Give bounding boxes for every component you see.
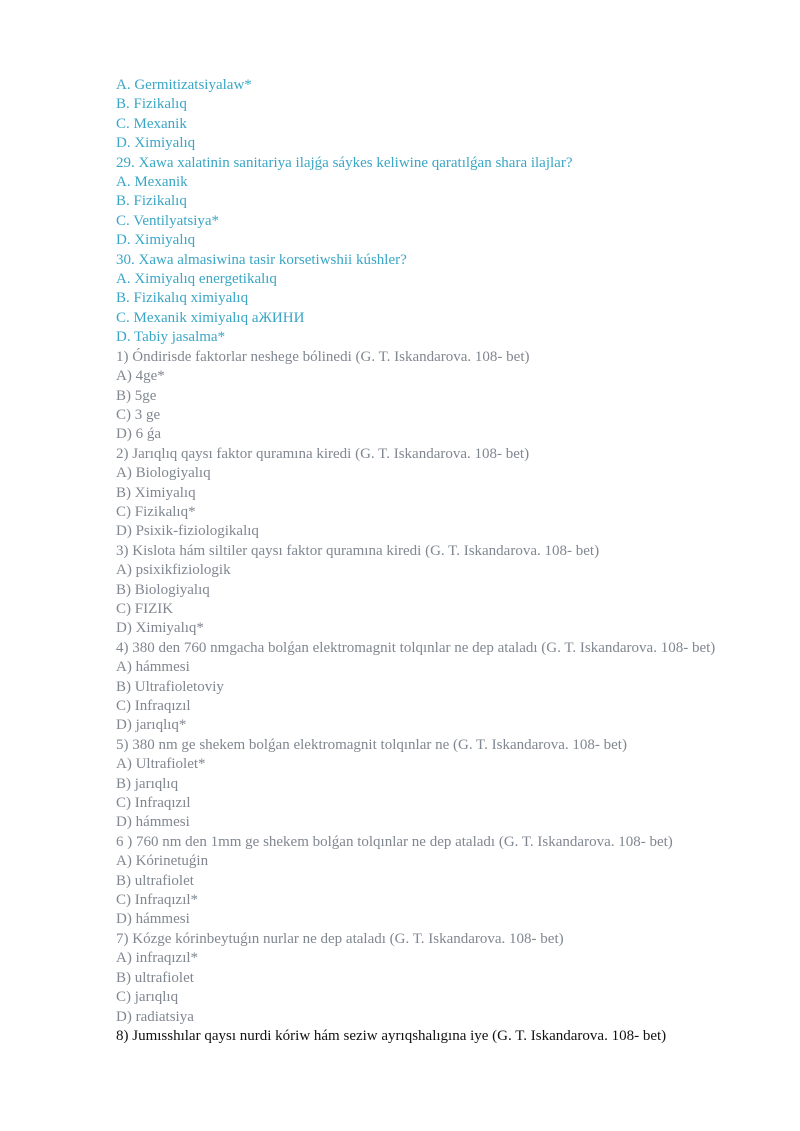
text-line: B) ultrafiolet bbox=[116, 969, 194, 986]
text-line: D. Tabiy jasalma* bbox=[116, 329, 226, 346]
text-line: A) psixikfiziologik bbox=[116, 562, 231, 579]
text-line: 3) Kislota hám siltiler qaysı faktor quramına kiredi (G. T. Iskandarova. 108- bet) bbox=[116, 542, 600, 559]
text-line: D) 6 ǵa bbox=[116, 426, 161, 443]
text-line: C) Infraqızıl* bbox=[116, 892, 199, 909]
text-line: A) hámmesi bbox=[116, 659, 190, 676]
text-line: C. Ventilyatsiya* bbox=[116, 212, 220, 229]
text-line: B. Fizikalıq bbox=[116, 193, 187, 210]
text-line: C) Infraqızıl bbox=[116, 698, 191, 714]
text-line: B. Fizikalıq bbox=[116, 96, 187, 113]
text-line: A) Ultrafiolet* bbox=[116, 756, 206, 773]
text-line: A. Mexanik bbox=[116, 174, 188, 191]
text-line: 30. Xawa almasiwina tasir korsetiwshii kúshler? bbox=[116, 251, 407, 268]
text-line: D) hámmesi bbox=[116, 814, 190, 831]
text-line: B) Biologiyalıq bbox=[116, 581, 210, 598]
text-line: 6 ) 760 nm den 1mm ge shekem bolǵan tolqınlar ne dep ataladı (G. T. Iskandarova. 108- bet) bbox=[116, 833, 673, 850]
text-line: B) ultrafiolet bbox=[116, 872, 194, 889]
text-line: B) Ximiyalıq bbox=[116, 484, 196, 501]
text-line: A) Kórinetuǵin bbox=[116, 853, 209, 870]
text-line: A) 4ge* bbox=[116, 368, 165, 385]
text-line: D) jarıqlıq* bbox=[116, 717, 187, 734]
text-line: 29. Xawa xalatinin sanitariya ilajǵa sáykes keliwine qaratılǵan shara ilajlar? bbox=[116, 154, 573, 171]
text-line: 7) Kózge kórinbeytuǵın nurlar ne dep ataladı (G. T. Iskandarova. 108- bet) bbox=[116, 930, 564, 947]
text-line: D. Ximiyalıq bbox=[116, 135, 196, 152]
text-line: B) 5ge bbox=[116, 387, 157, 404]
text-line: D. Ximiyalıq bbox=[116, 232, 196, 249]
text-line: D) radiatsiya bbox=[116, 1008, 194, 1025]
text-line: C) 3 ge bbox=[116, 406, 161, 423]
text-line: C. Mexanik ximiyalıq аЖИНИ bbox=[116, 309, 305, 326]
text-line: A. Germitizatsiyalaw* bbox=[116, 77, 252, 93]
text-line: D) Ximiyalıq* bbox=[116, 620, 204, 637]
text-line: C) Fizikalıq* bbox=[116, 503, 196, 520]
text-line: D) hámmesi bbox=[116, 911, 190, 928]
text-line: 4) 380 den 760 nmgacha bolǵan elektromagnit tolqınlar ne dep ataladı (G. T. Iskandarova. 108- bet) bbox=[116, 639, 716, 656]
text-line: 8) Jumısshılar qaysı nurdi kóriw hám seziw ayrıqshalıgına iye (G. T. Iskandarova. 108- bet) bbox=[116, 1027, 667, 1044]
text-line: A) infraqızıl* bbox=[116, 950, 199, 967]
text-line: 5) 380 nm ge shekem bolǵan elektromagnit tolqınlar ne (G. T. Iskandarova. 108- bet) bbox=[116, 736, 627, 753]
text-line: D) Psixik-fiziologikalıq bbox=[116, 523, 259, 540]
text-line: C) Infraqızıl bbox=[116, 795, 191, 812]
text-line: C) FIZIK bbox=[116, 600, 174, 617]
text-line: 2) Jarıqlıq qaysı faktor quramına kiredi (G. T. Iskandarova. 108- bet) bbox=[116, 445, 530, 462]
text-line: C) jarıqlıq bbox=[116, 989, 179, 1006]
document-page bbox=[116, 76, 756, 1046]
text-line: B. Fizikalıq ximiyalıq bbox=[116, 290, 249, 307]
text-line: C. Mexanik bbox=[116, 115, 187, 132]
text-line: B) jarıqlıq bbox=[116, 775, 179, 792]
text-line: A. Ximiyalıq energetikalıq bbox=[116, 271, 277, 288]
text-line: B) Ultrafioletoviy bbox=[116, 678, 224, 695]
text-line: 1) Óndirisde faktorlar neshege bólinedi (G. T. Iskandarova. 108- bet) bbox=[116, 348, 530, 365]
text-line: A) Biologiyalıq bbox=[116, 465, 211, 482]
